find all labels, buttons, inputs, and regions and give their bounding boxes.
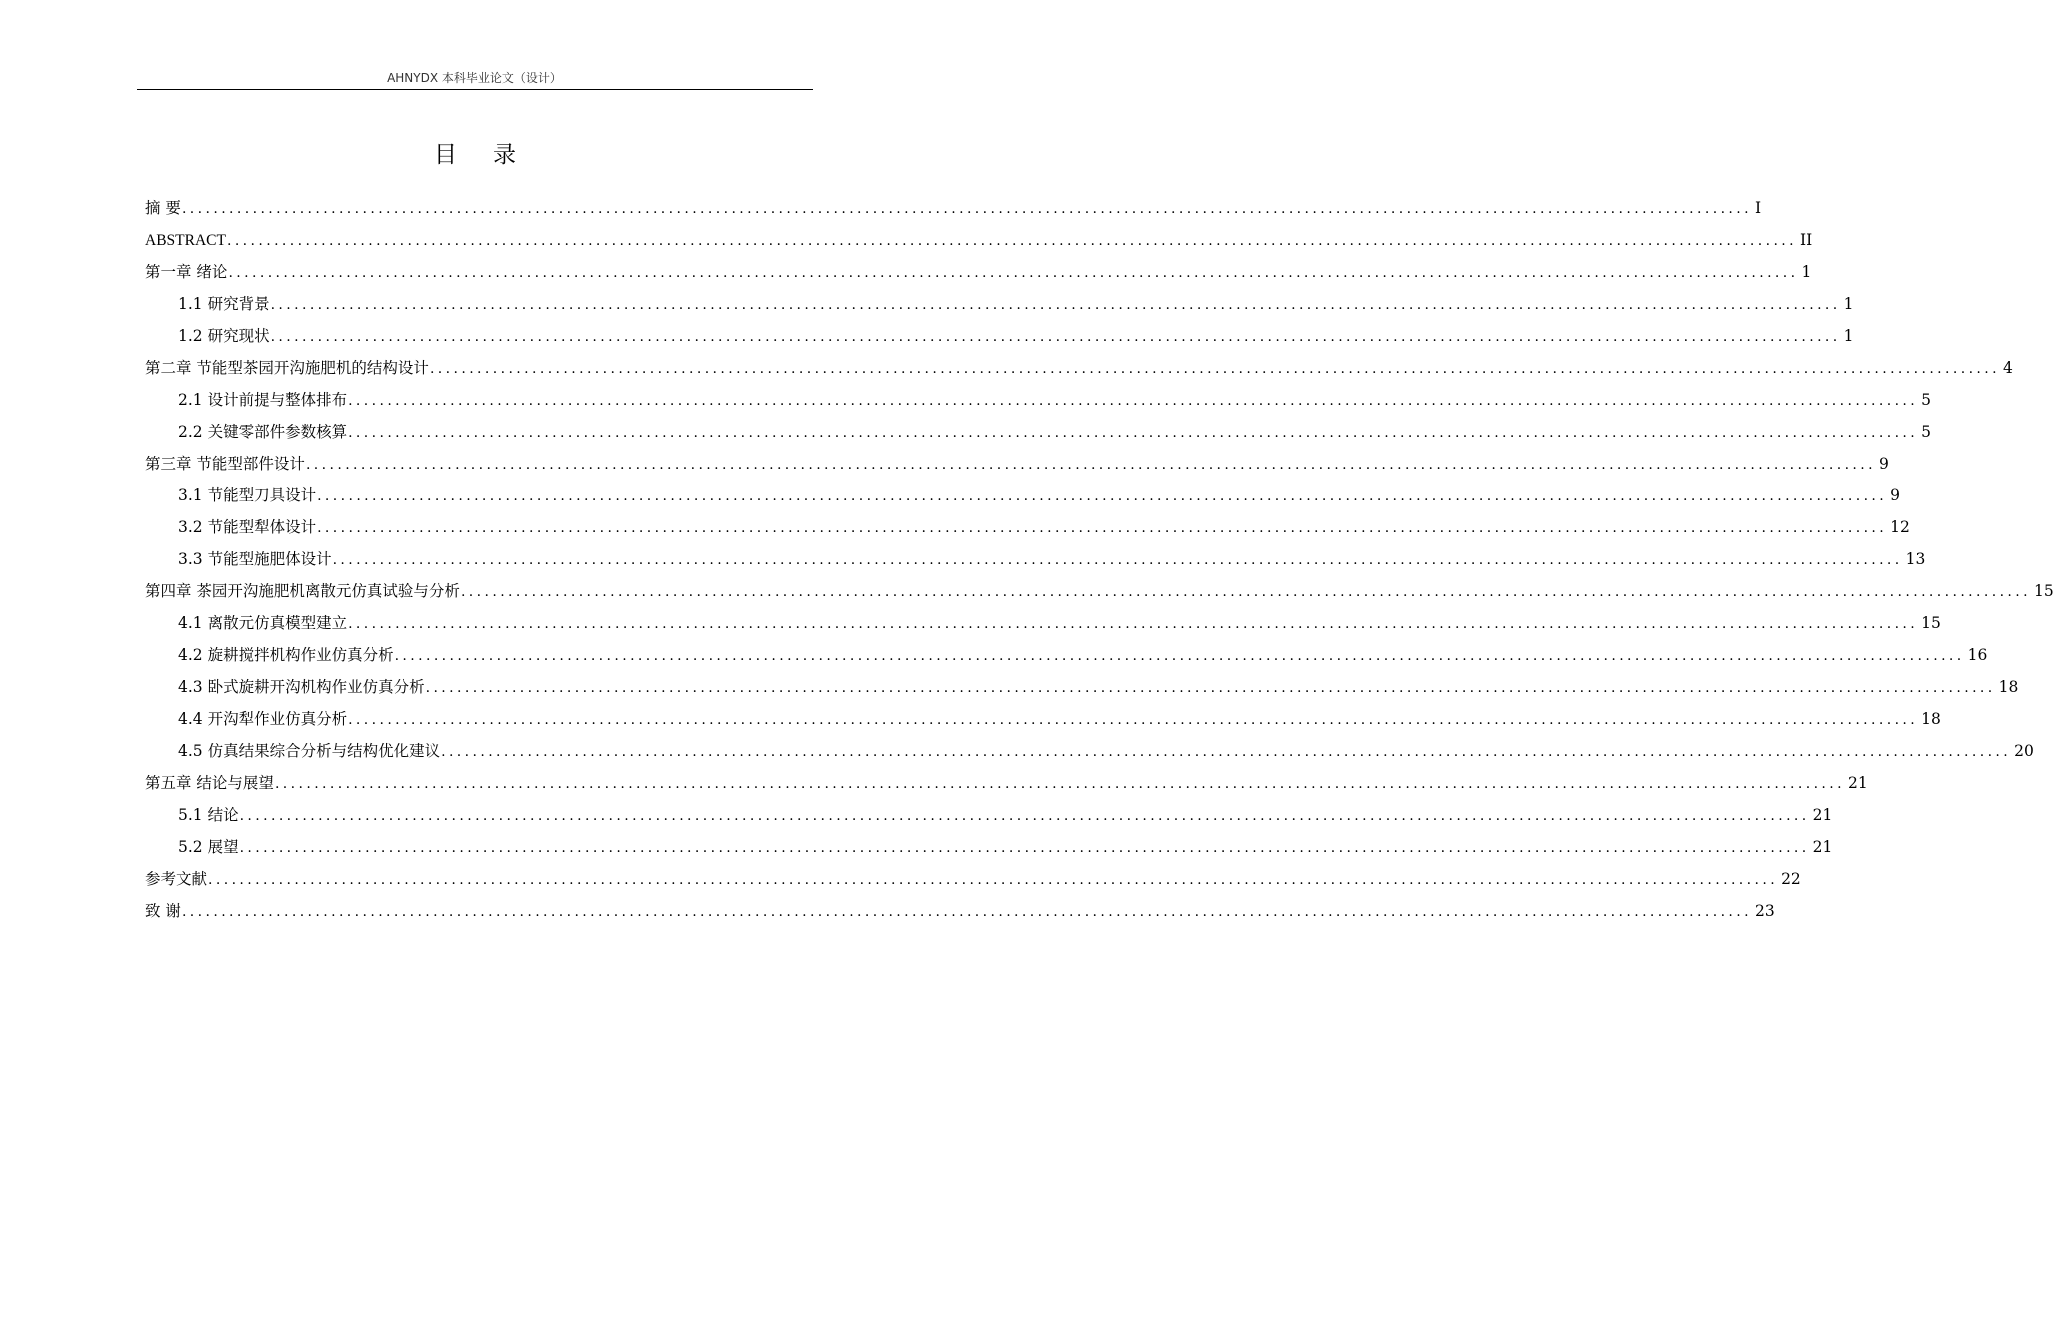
toc-entry[interactable] xyxy=(145,640,1988,672)
page-header: AHNYDX 本科毕业论文（设计） xyxy=(387,71,562,85)
toc-dot-leader: ........................................................................................................................................................................................................ xyxy=(460,584,2031,601)
toc-dot-leader: ........................................................................................................................................................................................................ xyxy=(317,488,1888,505)
toc-dot-leader: ........................................................................................................................................................................................................ xyxy=(429,360,2000,377)
toc-dot-leader: ........................................................................................................................................................................................................ xyxy=(348,392,1919,409)
toc-dot-leader: ........................................................................................................................................................................................................ xyxy=(348,712,1919,728)
toc-entry-label: 致 谢 xyxy=(145,901,181,920)
toc-entry[interactable] xyxy=(145,257,1812,289)
toc-entry-label: 5.1 结论 xyxy=(178,805,239,824)
toc-entry[interactable] xyxy=(145,768,1868,800)
toc-entry-label: 4.2 旋耕搅拌机构作业仿真分析 xyxy=(178,646,394,665)
toc-entry-page: 13 xyxy=(1905,550,1926,569)
toc-entry-label: 4.5 仿真结果综合分析与结构优化建议 xyxy=(178,741,441,760)
toc-entry-label: 4.1 离散元仿真模型建立 xyxy=(178,614,348,633)
toc-dot-leader: ........................................................................................................................................................................................................ xyxy=(317,520,1888,537)
toc-entry-page: 21 xyxy=(1812,837,1833,856)
toc-entry-page: 1 xyxy=(1843,326,1854,345)
toc-entry-page: 18 xyxy=(1998,678,2019,697)
toc-entry[interactable] xyxy=(145,704,1941,736)
toc-entry-label: 摘 要 xyxy=(145,199,181,217)
toc-entry[interactable] xyxy=(145,736,2034,768)
toc-entry-label: 第二章 节能型茶园开沟施肥机的结构设计 xyxy=(145,358,429,377)
toc-dot-leader: ........................................................................................................................................................................................................ xyxy=(332,552,1903,569)
toc-dot-leader: ........................................................................................................................................................................................................ xyxy=(270,296,1841,313)
toc-entry-page: 9 xyxy=(1878,454,1889,473)
toc-dot-leader: ........................................................................................................................................................................................................ xyxy=(394,648,1965,665)
toc-dot-leader: ........................................................................................................................................................................................................ xyxy=(239,839,1810,856)
toc-entry[interactable] xyxy=(145,672,2019,704)
toc-entry-page: 5 xyxy=(1921,390,1931,409)
toc-entry-label: 第三章 节能型部件设计 xyxy=(145,454,305,473)
toc-entry-label: 参考文献 xyxy=(145,869,208,888)
toc-entry[interactable] xyxy=(145,864,1801,896)
toc-entry[interactable] xyxy=(145,225,1813,257)
header-rule xyxy=(137,89,813,90)
toc-entry-label: 第四章 茶园开沟施肥机离散元仿真试验与分析 xyxy=(145,582,460,601)
toc-entry-label: 4.3 卧式旋耕开沟机构作业仿真分析 xyxy=(178,678,425,697)
toc-entry-page: 21 xyxy=(1812,805,1833,824)
toc-entry-page: 15 xyxy=(1921,614,1941,633)
toc-title: 目录 xyxy=(434,142,552,168)
toc-entry-page: I xyxy=(1754,199,1762,217)
toc-dot-leader: ........................................................................................................................................................................................................ xyxy=(228,264,1799,281)
toc-dot-leader: ........................................................................................................................................................................................................ xyxy=(425,680,1996,697)
toc-entry-label: 第一章 绪论 xyxy=(145,262,228,281)
toc-entry-label: 4.4 开沟犁作业仿真分析 xyxy=(178,710,348,728)
toc-entry[interactable] xyxy=(145,289,1854,321)
toc-entry-page: 21 xyxy=(1847,773,1868,792)
toc-dot-leader: ........................................................................................................................................................................................................ xyxy=(208,871,1779,888)
toc-entry-page: 1 xyxy=(1843,294,1854,313)
toc-entry[interactable] xyxy=(145,321,1854,353)
toc-entry-label: ABSTRACT xyxy=(145,231,226,249)
toc-entry-page: 20 xyxy=(2014,741,2034,760)
toc-dot-leader: ........................................................................................................................................................................................................ xyxy=(441,743,2012,760)
toc-entry-page: 9 xyxy=(1890,486,1900,505)
toc-entry[interactable] xyxy=(145,449,1889,481)
toc-entry-label: 2.1 设计前提与整体排布 xyxy=(178,390,348,409)
toc-entry[interactable] xyxy=(145,512,1910,544)
toc-dot-leader: ........................................................................................................................................................................................................ xyxy=(239,807,1810,824)
toc-dot-leader: ........................................................................................................................................................................................................ xyxy=(181,903,1752,920)
toc-entry[interactable] xyxy=(145,193,1762,225)
toc-dot-leader: ........................................................................................................................................................................................................ xyxy=(274,775,1845,792)
toc-entry-label: 5.2 展望 xyxy=(178,837,239,856)
toc-entry-page: II xyxy=(1800,230,1813,249)
toc-entry[interactable] xyxy=(145,832,1833,864)
toc-entry-page: 1 xyxy=(1801,262,1812,281)
toc-dot-leader: ........................................................................................................................................................................................................ xyxy=(348,424,1919,441)
toc-entry-page: 18 xyxy=(1921,710,1941,728)
toc-entry[interactable] xyxy=(145,480,1900,512)
toc-dot-leader: ........................................................................................................................................................................................................ xyxy=(305,456,1876,473)
table-of-contents xyxy=(145,193,2054,928)
toc-entry[interactable] xyxy=(145,576,2054,608)
toc-entry[interactable] xyxy=(145,800,1833,832)
toc-entry-page: 23 xyxy=(1754,901,1775,920)
toc-dot-leader: ........................................................................................................................................................................................................ xyxy=(348,616,1919,633)
toc-dot-leader: ........................................................................................................................................................................................................ xyxy=(181,201,1752,217)
toc-dot-leader: ........................................................................................................................................................................................................ xyxy=(270,328,1841,345)
toc-entry-page: 16 xyxy=(1967,646,1988,665)
toc-entry-page: 4 xyxy=(2002,358,2013,377)
toc-entry[interactable] xyxy=(145,896,1775,928)
toc-entry[interactable] xyxy=(145,417,1931,449)
toc-entry-label: 2.2 关键零部件参数核算 xyxy=(178,422,348,441)
toc-entry[interactable] xyxy=(145,608,1941,640)
toc-entry-label: 1.2 研究现状 xyxy=(178,326,270,345)
toc-entry-label: 3.3 节能型施肥体设计 xyxy=(178,550,332,569)
toc-entry-page: 15 xyxy=(2033,582,2054,601)
toc-entry[interactable] xyxy=(145,353,2013,385)
toc-entry[interactable] xyxy=(145,544,1926,576)
toc-entry-label: 3.1 节能型刀具设计 xyxy=(178,486,317,505)
toc-entry-page: 12 xyxy=(1890,518,1910,537)
toc-entry-page: 5 xyxy=(1921,422,1931,441)
toc-entry[interactable] xyxy=(145,385,1931,417)
toc-dot-leader: ........................................................................................................................................................................................................ xyxy=(226,232,1798,249)
toc-entry-page: 22 xyxy=(1781,869,1801,888)
toc-entry-label: 3.2 节能型犁体设计 xyxy=(178,518,317,537)
toc-entry-label: 第五章 结论与展望 xyxy=(145,773,274,792)
toc-entry-label: 1.1 研究背景 xyxy=(178,294,270,313)
